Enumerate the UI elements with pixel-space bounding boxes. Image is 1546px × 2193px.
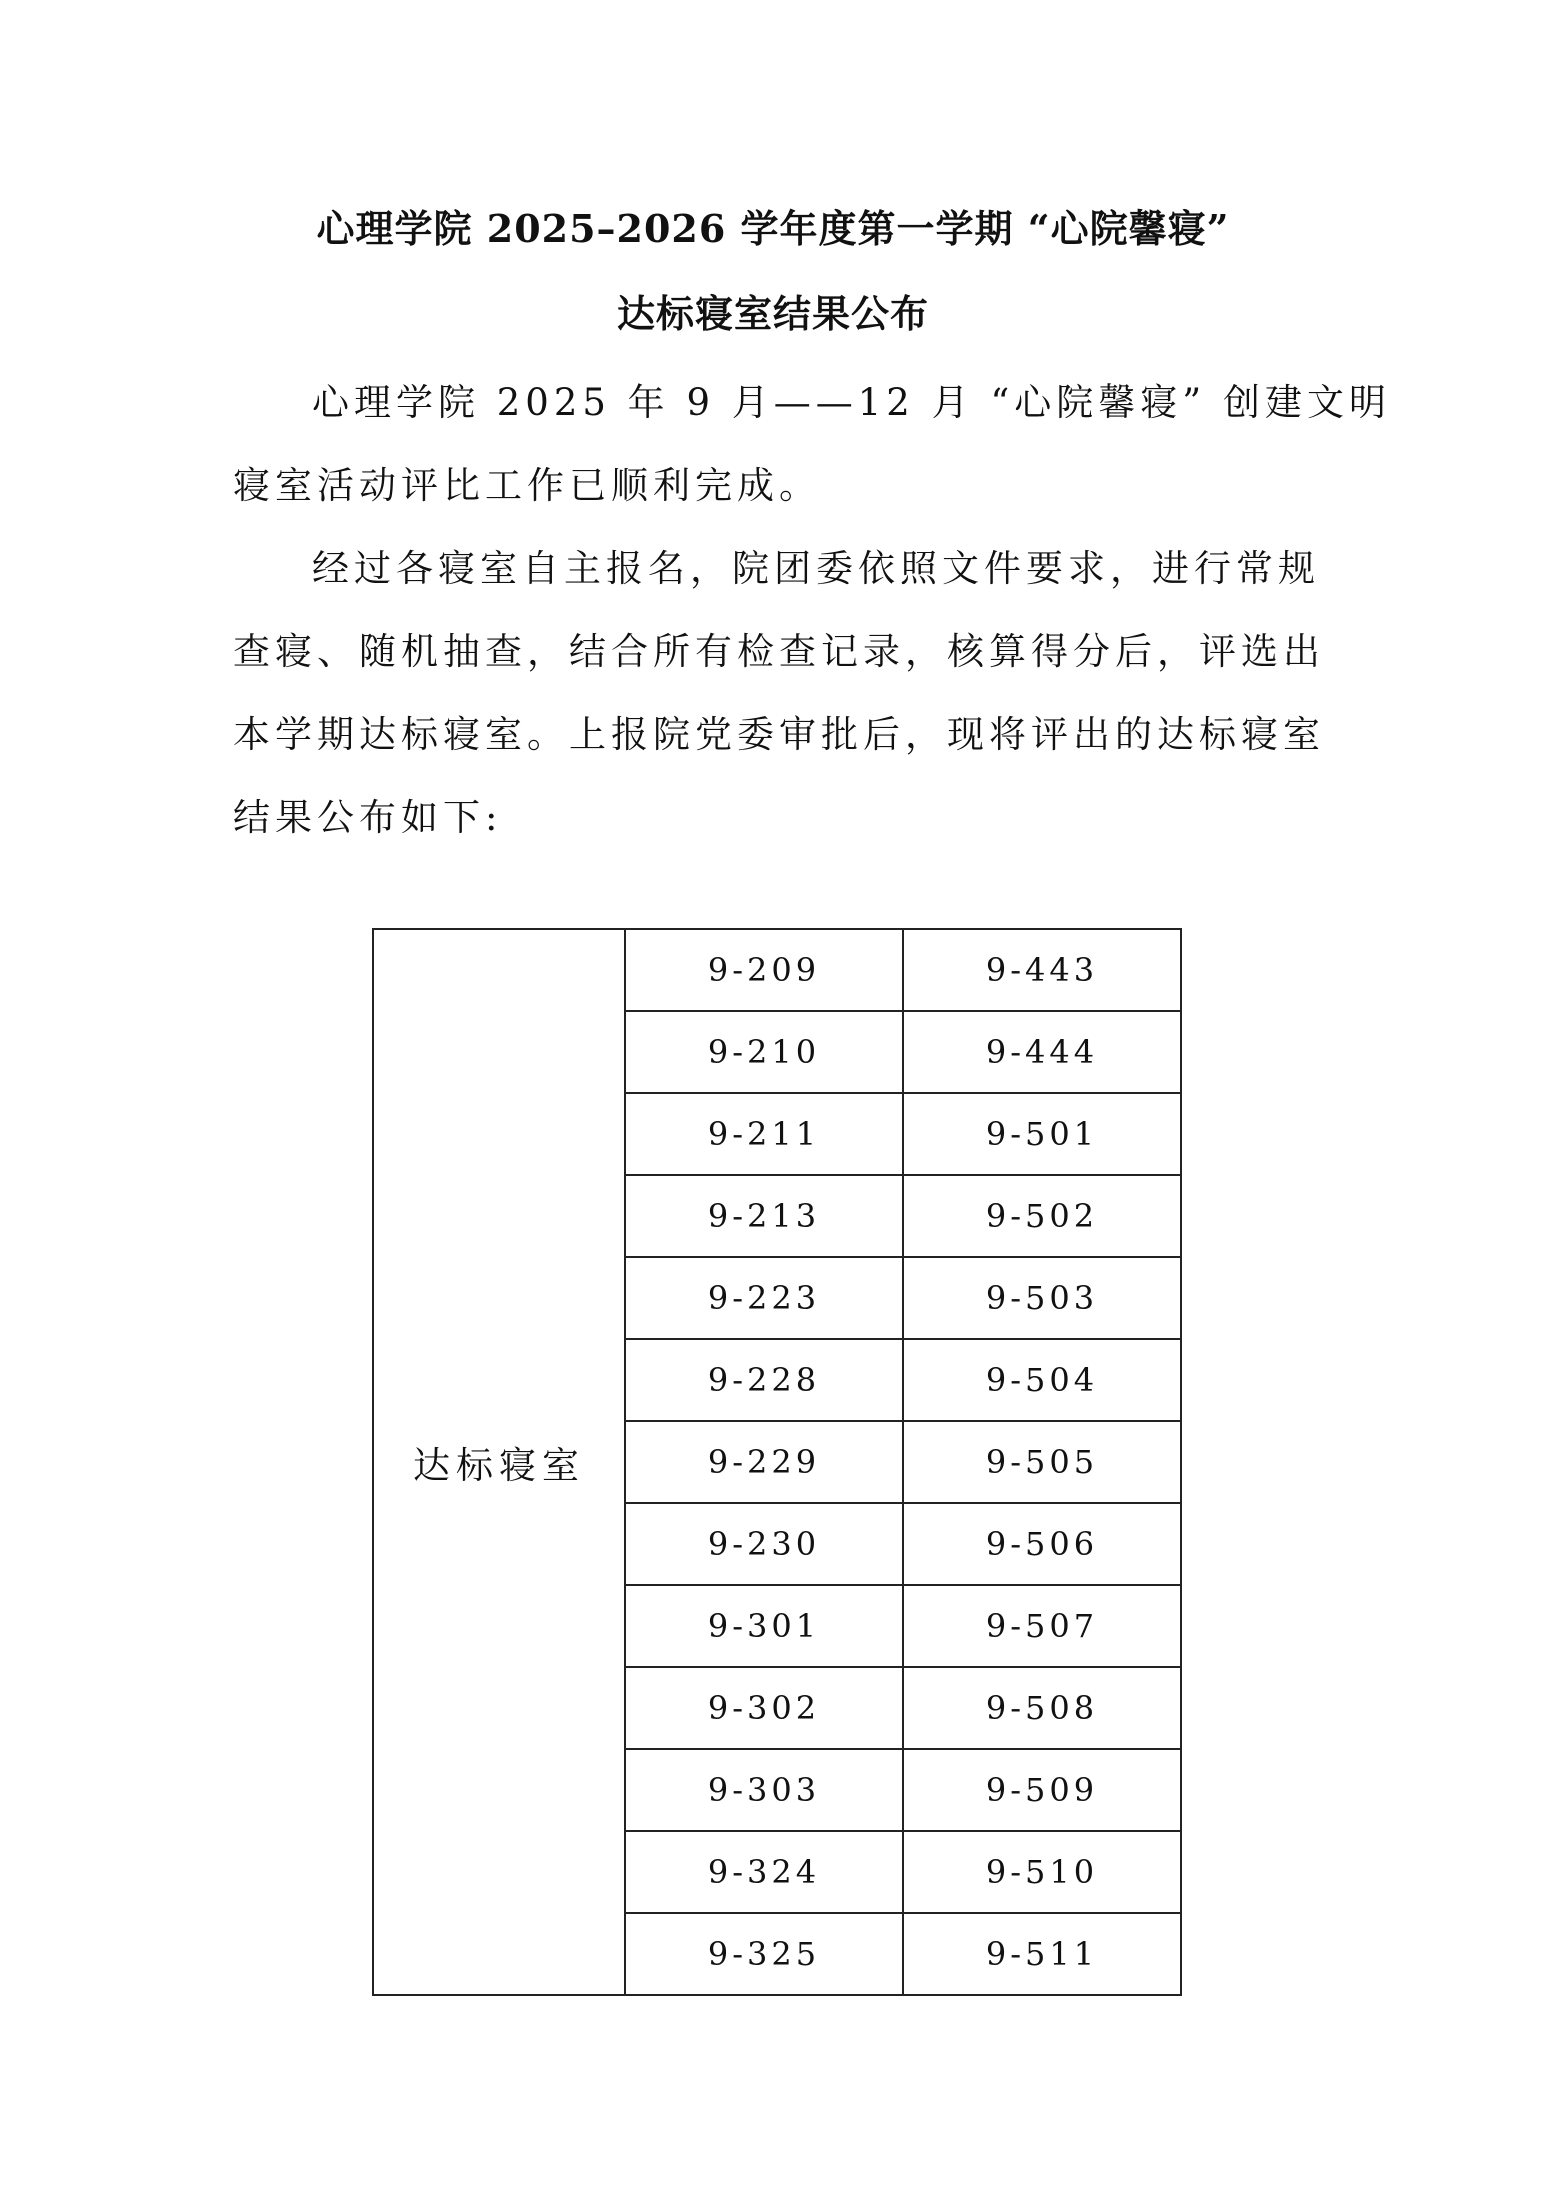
dorm-number-cell: 9-502 <box>903 1175 1181 1257</box>
paragraph-2-line-4: 结果公布如下: <box>233 796 503 839</box>
dorm-number-cell: 9-223 <box>625 1257 903 1339</box>
dorm-number-cell: 9-443 <box>903 929 1181 1011</box>
document-title-line-2: 达标寝室结果公布 <box>616 291 929 336</box>
dorm-number-cell: 9-506 <box>903 1503 1181 1585</box>
paragraph-2-line-3: 本学期达标寝室。上报院党委审批后，现将评出的达标寝室 <box>233 713 1325 756</box>
paragraph-2-line-2: 查寝、随机抽查，结合所有检查记录，核算得分后，评选出 <box>233 630 1325 673</box>
dorm-number-cell: 9-501 <box>903 1093 1181 1175</box>
paragraph-1-line-2: 寝室活动评比工作已顺利完成。 <box>233 464 821 507</box>
dorm-number-cell: 9-325 <box>625 1913 903 1995</box>
dorm-number-cell: 9-504 <box>903 1339 1181 1421</box>
dorm-number-cell: 9-510 <box>903 1831 1181 1913</box>
dormitory-results-body <box>373 929 1181 1995</box>
document-title-line-1: 心理学院 2025–2026 学年度第一学期 “心院馨寝” <box>316 206 1230 251</box>
dorm-number-cell: 9-511 <box>903 1913 1181 1995</box>
dorm-number-cell: 9-211 <box>625 1093 903 1175</box>
dorm-number-cell: 9-507 <box>903 1585 1181 1667</box>
dorm-number-cell: 9-301 <box>625 1585 903 1667</box>
dorm-number-cell: 9-503 <box>903 1257 1181 1339</box>
dorm-number-cell: 9-228 <box>625 1339 903 1421</box>
dorm-number-cell: 9-444 <box>903 1011 1181 1093</box>
dorm-number-cell: 9-303 <box>625 1749 903 1831</box>
paragraph-1-line-1: 心理学院 2025 年 9 月——12 月 “心院馨寝” 创建文明 <box>312 381 1391 424</box>
dorm-number-cell: 9-505 <box>903 1421 1181 1503</box>
dorm-number-cell: 9-508 <box>903 1667 1181 1749</box>
dorm-number-cell: 9-324 <box>625 1831 903 1913</box>
dorm-number-cell: 9-229 <box>625 1421 903 1503</box>
table-row <box>373 929 1181 1011</box>
dormitory-results-table <box>372 928 1182 1996</box>
dorm-number-cell: 9-230 <box>625 1503 903 1585</box>
dorm-number-cell: 9-213 <box>625 1175 903 1257</box>
dorm-number-cell: 9-509 <box>903 1749 1181 1831</box>
row-label-cell: 达标寝室 <box>373 929 625 1995</box>
dorm-number-cell: 9-302 <box>625 1667 903 1749</box>
dorm-number-cell: 9-210 <box>625 1011 903 1093</box>
dorm-number-cell: 9-209 <box>625 929 903 1011</box>
paragraph-2-line-1: 经过各寝室自主报名，院团委依照文件要求，进行常规 <box>312 547 1320 590</box>
